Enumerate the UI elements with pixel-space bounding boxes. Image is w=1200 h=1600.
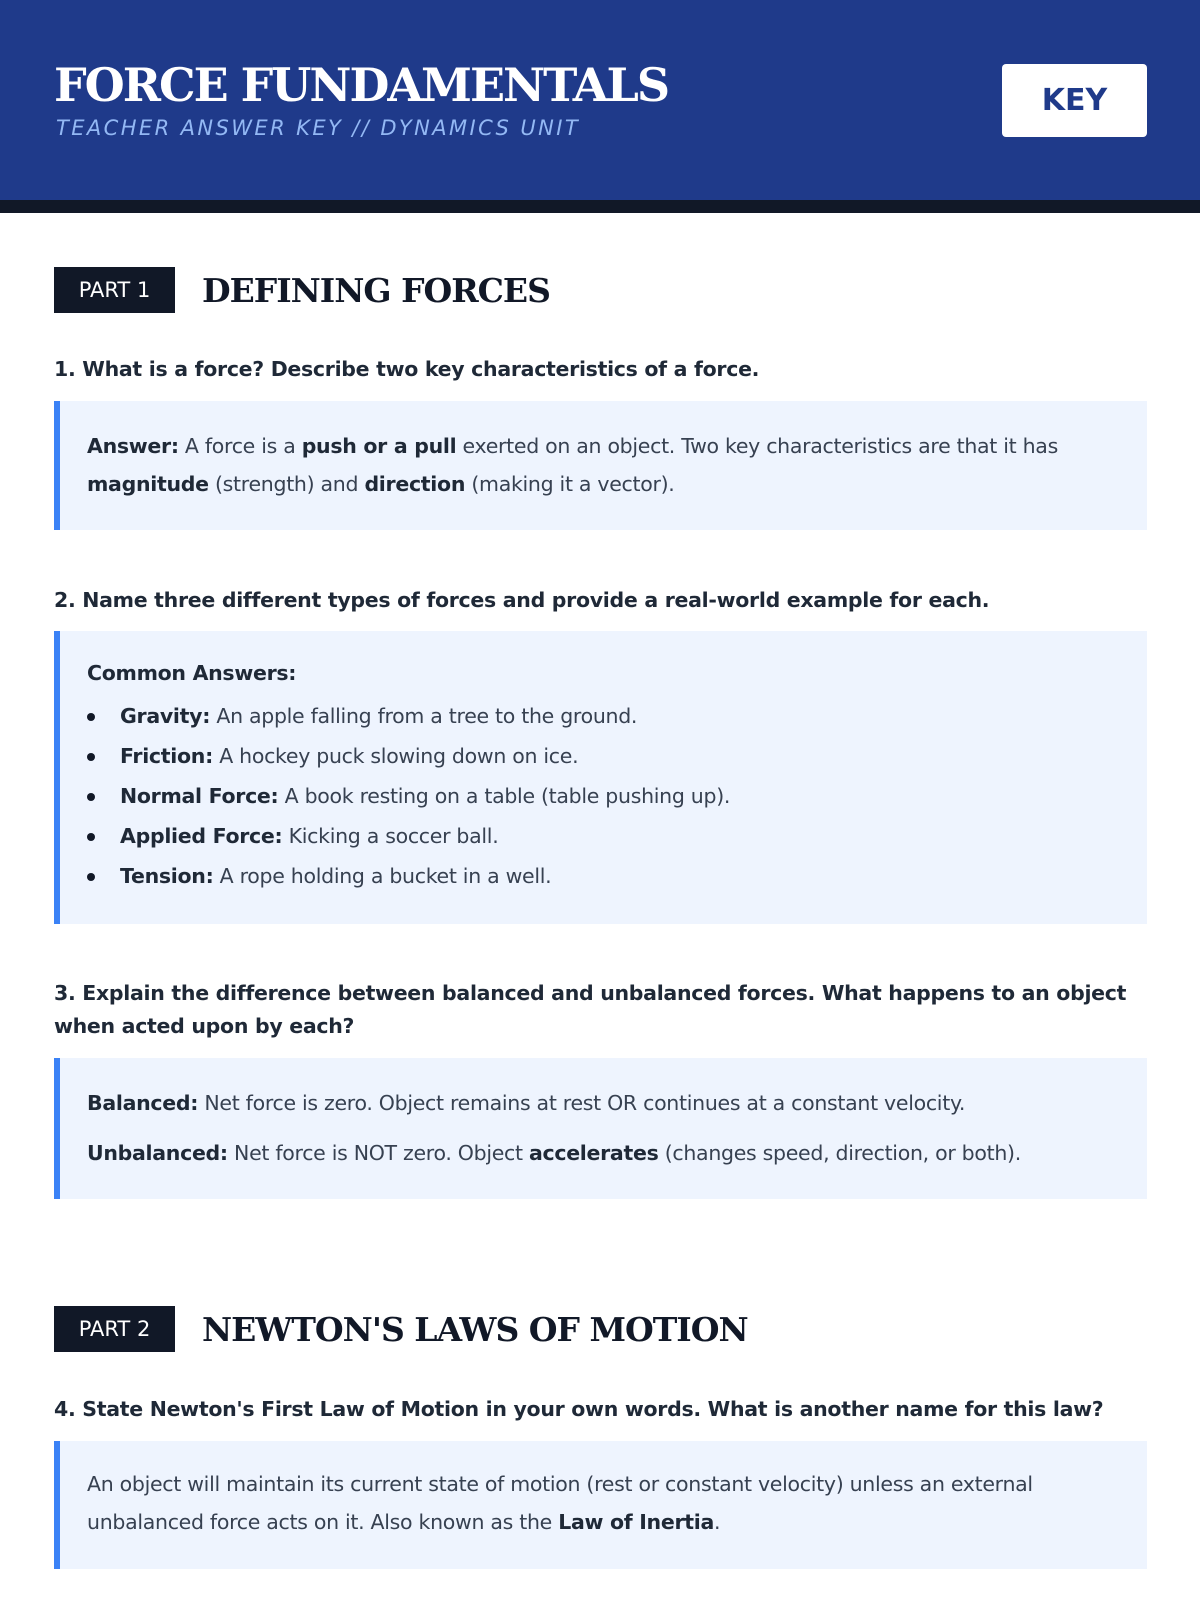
- answer-1-text: Answer: A force is a push or a pull exerted on an object. Two key characteristics are that it has magnitude (strength) and direction (making it a vector).: [87, 434, 1058, 496]
- page-subtitle: TEACHER ANSWER KEY // DYNAMICS UNIT: [56, 116, 581, 140]
- part-2-heading: [54, 1306, 748, 1352]
- answer-4: [54, 1441, 1147, 1569]
- part-1-title: DEFINING FORCES: [202, 270, 550, 310]
- list-item: Applied Force: Kicking a soccer ball.: [87, 816, 1121, 856]
- part-1-tag: PART 1: [54, 267, 175, 313]
- question-2: 2. Name three different types of forces and provide a real-world example for each.: [54, 588, 990, 612]
- list-item: Friction: A hockey puck slowing down on ice.: [87, 736, 1121, 776]
- question-3: 3. Explain the difference between balanced and unbalanced forces. What happens to an object when acted upon by each?: [54, 981, 1127, 1038]
- part-2-title: NEWTON'S LAWS OF MOTION: [202, 1309, 748, 1349]
- part-2-tag: PART 2: [54, 1306, 175, 1352]
- page-title: FORCE FUNDAMENTALS: [54, 58, 669, 112]
- answer-4-text: An object will maintain its current state of motion (rest or constant velocity) unless an external unbalanced force acts on it. Also known as the Law of Inertia.: [87, 1472, 1033, 1534]
- list-item: Normal Force: A book resting on a table (table pushing up).: [87, 776, 1121, 816]
- question-1: 1. What is a force? Describe two key characteristics of a force.: [54, 357, 760, 381]
- header-divider: [0, 200, 1200, 213]
- list-item: Tension: A rope holding a bucket in a well.: [87, 856, 1121, 896]
- question-4: 4. State Newton's First Law of Motion in your own words. What is another name for this law?: [54, 1397, 1104, 1421]
- header-band: [0, 0, 1200, 200]
- answer-3: [54, 1058, 1147, 1199]
- force-types-list: [87, 696, 1121, 896]
- answer-3-unbalanced: Unbalanced: Net force is NOT zero. Object accelerates (changes speed, direction, or both).: [87, 1141, 1021, 1165]
- part-1-heading: [54, 267, 550, 313]
- key-badge: KEY: [1002, 64, 1147, 137]
- answer-2-heading: Common Answers:: [87, 661, 297, 685]
- list-item: Gravity: An apple falling from a tree to the ground.: [87, 696, 1121, 736]
- answer-1: [54, 401, 1147, 530]
- answer-3-balanced: Balanced: Net force is zero. Object remains at rest OR continues at a constant velocity.: [87, 1091, 966, 1115]
- answer-2: [54, 631, 1147, 924]
